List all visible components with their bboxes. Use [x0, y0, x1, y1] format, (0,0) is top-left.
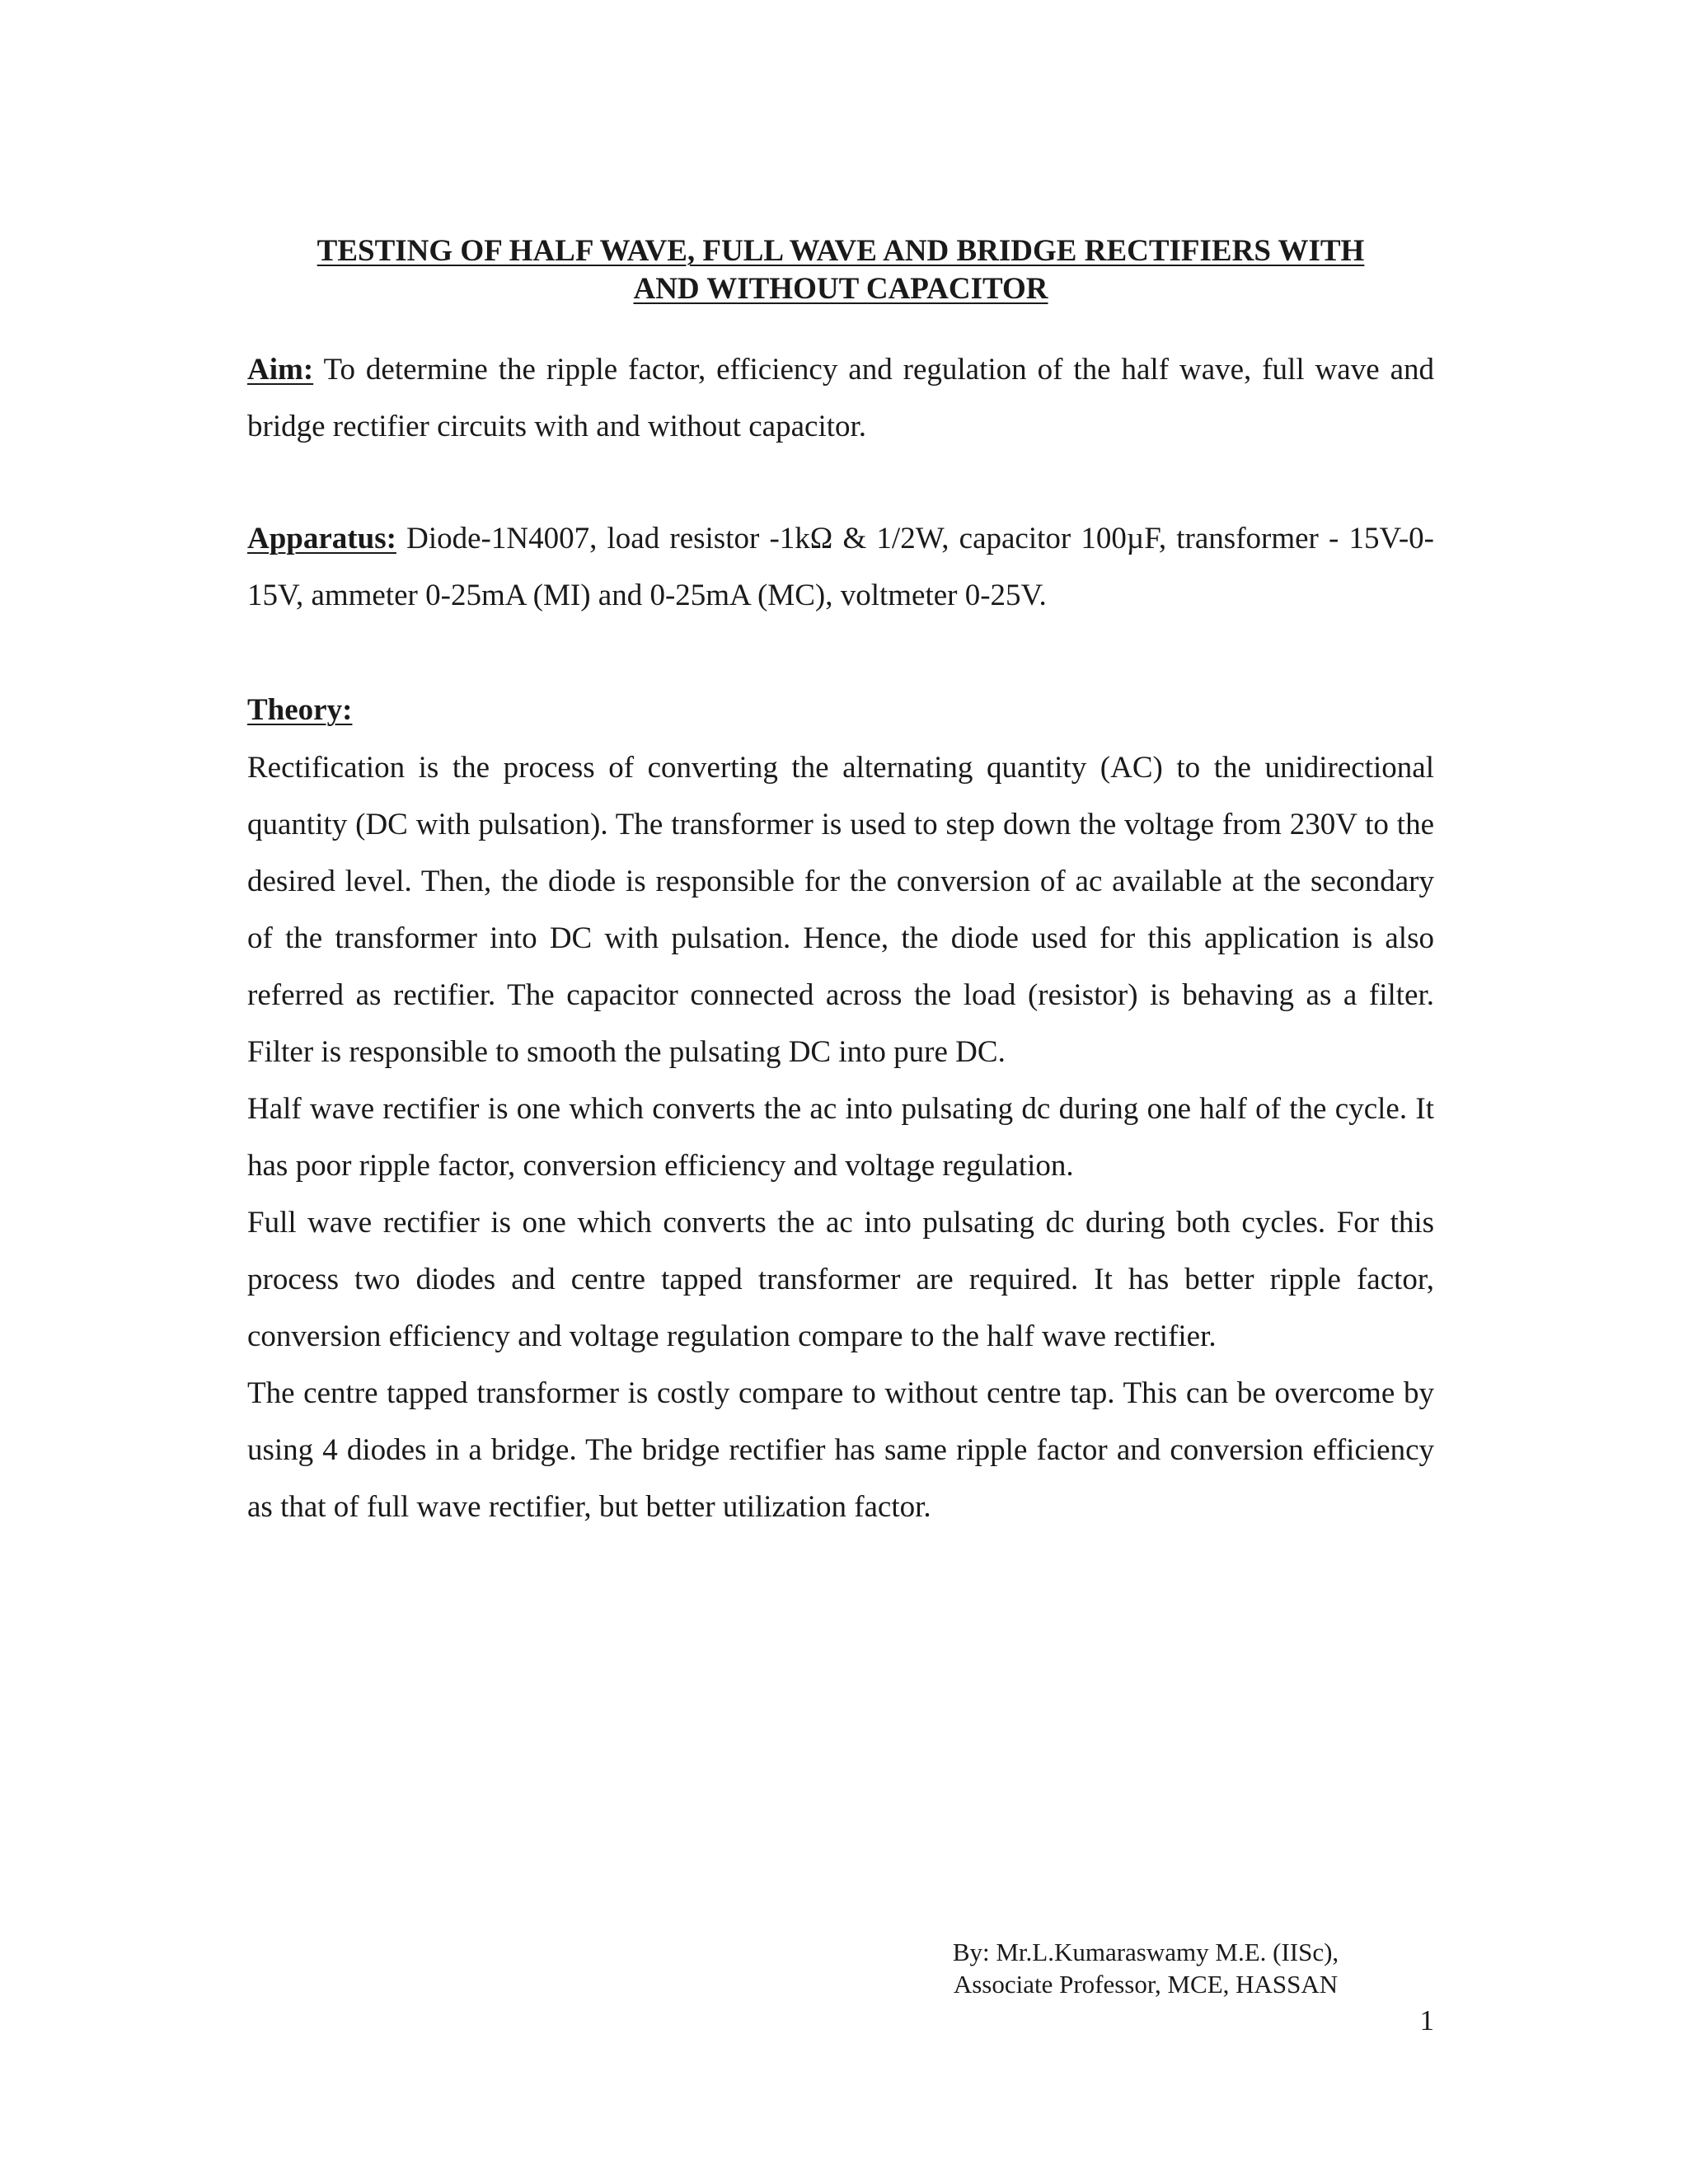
theory-label: Theory:	[247, 693, 353, 727]
theory-paragraph-half-wave: Half wave rectifier is one which converts the ac into pulsating dc during one half of the cycle. It has poor ripple factor, conversion efficiency and voltage regulation.	[247, 1092, 1434, 1183]
aim-section	[247, 341, 1434, 455]
footer-author-line: By: Mr.L.Kumaraswamy M.E. (IISc),	[952, 1938, 1339, 1966]
footer-affiliation-line: Associate Professor, MCE, HASSAN	[953, 1970, 1339, 1999]
document-title	[247, 232, 1434, 308]
apparatus-label: Apparatus:	[247, 522, 396, 555]
theory-paragraph-bridge: The centre tapped transformer is costly compare to without centre tap. This can be overcome by using 4 diodes in a bridge. The bridge rectifier has same ripple factor and conversion efficiency as that of full wave rectifier, but better utilization factor.	[247, 1376, 1434, 1524]
apparatus-section	[247, 510, 1434, 624]
theory-heading	[247, 682, 1434, 738]
aim-label: Aim:	[247, 353, 314, 387]
author-footer	[907, 1936, 1385, 2000]
aim-text: To determine the ripple factor, efficiency and regulation of the half wave, full wave and bridge rectifier circuits with and without capacitor.	[247, 353, 1434, 443]
theory-body	[247, 739, 1434, 1535]
apparatus-text: Diode-1N4007, load resistor -1kΩ & 1/2W, capacitor 100µF, transformer - 15V-0-15V, ammeter 0-25mA (MI) and 0-25mA (MC), voltmeter 0-25V.	[247, 522, 1435, 612]
theory-paragraph-rectification: Rectification is the process of converting the alternating quantity (AC) to the unidirectional quantity (DC with pulsation). The transformer is used to step down the voltage from 230V to the desired level. Then, the diode is responsible for the conversion of ac available at the secondary of the transformer into DC with pulsation. Hence, the diode used for this application is also referred as rectifier. The capacitor connected across the load (resistor) is behaving as a filter. Filter is responsible to smooth the pulsating DC into pure DC.	[247, 751, 1434, 1069]
theory-paragraph-full-wave: Full wave rectifier is one which converts the ac into pulsating dc during both cycles. For this process two diodes and centre tapped transformer are required. It has better ripple factor, conversion efficiency and voltage regulation compare to the half wave rectifier.	[247, 1206, 1434, 1353]
title-line-1: TESTING OF HALF WAVE, FULL WAVE AND BRIDGE RECTIFIERS WITH	[316, 234, 1365, 268]
page-number: 1	[1419, 2004, 1434, 2036]
title-line-2: AND WITHOUT CAPACITOR	[633, 272, 1048, 306]
